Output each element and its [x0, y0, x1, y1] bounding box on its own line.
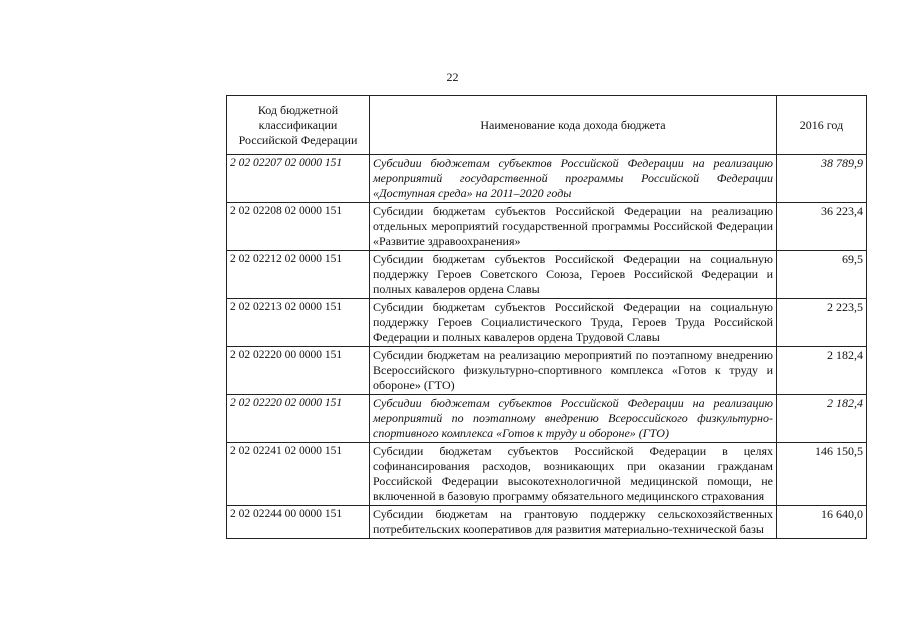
row-name-cell: Субсидии бюджетам субъектов Российской Федерации на социальную поддержку Героев Советского Союза, Героев Российской Федерации и полных кавалеров ордена Славы	[370, 251, 777, 299]
row-amount-cell: 2 223,5	[777, 299, 867, 347]
table-body	[227, 155, 867, 539]
row-code-cell: 2 02 02213 02 0000 151	[227, 299, 370, 347]
row-amount-cell: 2 182,4	[777, 347, 867, 395]
row-name-cell: Субсидии бюджетам на грантовую поддержку сельскохозяйственных потребительских кооперативов для развития материально-технической базы	[370, 506, 777, 539]
table-row	[227, 443, 867, 506]
row-code-cell: 2 02 02207 02 0000 151	[227, 155, 370, 203]
row-code-cell: 2 02 02212 02 0000 151	[227, 251, 370, 299]
row-code-cell: 2 02 02208 02 0000 151	[227, 203, 370, 251]
table-header-row	[227, 96, 867, 155]
row-amount-cell: 36 223,4	[777, 203, 867, 251]
row-name-cell: Субсидии бюджетам субъектов Российской Федерации на социальную поддержку Героев Социалистического Труда, Героев Труда Российской Федерации и полных кавалеров ордена Трудовой Славы	[370, 299, 777, 347]
table-row	[227, 506, 867, 539]
page-number: 22	[446, 70, 459, 84]
header-year: 2016 год	[777, 96, 867, 155]
row-amount-cell: 69,5	[777, 251, 867, 299]
row-amount-cell: 38 789,9	[777, 155, 867, 203]
header-code: Код бюджетной классификации Российской Федерации	[227, 96, 370, 155]
table-row	[227, 251, 867, 299]
row-code-cell: 2 02 02241 02 0000 151	[227, 443, 370, 506]
row-amount-cell: 2 182,4	[777, 395, 867, 443]
table-row	[227, 203, 867, 251]
row-name-cell: Субсидии бюджетам субъектов Российской Федерации на реализацию мероприятий по поэтапному внедрению Всероссийского физкультурно-спортивного комплекса «Готов к труду и обороне» (ГТО)	[370, 395, 777, 443]
row-name-cell: Субсидии бюджетам на реализацию мероприятий по поэтапному внедрению Всероссийского физкультурно-спортивного комплекса «Готов к труду и обороне» (ГТО)	[370, 347, 777, 395]
row-code-cell: 2 02 02220 00 0000 151	[227, 347, 370, 395]
row-amount-cell: 146 150,5	[777, 443, 867, 506]
row-code-cell: 2 02 02244 00 0000 151	[227, 506, 370, 539]
row-code-cell: 2 02 02220 02 0000 151	[227, 395, 370, 443]
row-name-cell: Субсидии бюджетам субъектов Российской Федерации на реализацию отдельных мероприятий государственной программы Российской Федерации «Развитие здравоохранения»	[370, 203, 777, 251]
table-row	[227, 155, 867, 203]
row-amount-cell: 16 640,0	[777, 506, 867, 539]
budget-income-table	[226, 95, 867, 539]
row-name-cell: Субсидии бюджетам субъектов Российской Федерации в целях софинансирования расходов, возникающих при оказании гражданам Российской Федерации высокотехнологичной медицинской помощи, не включенной в базовую программу обязательного медицинского страхования	[370, 443, 777, 506]
row-name-cell: Субсидии бюджетам субъектов Российской Федерации на реализацию мероприятий государственной программы Российской Федерации «Доступная среда» на 2011–2020 годы	[370, 155, 777, 203]
table-row	[227, 395, 867, 443]
table-row	[227, 347, 867, 395]
header-name: Наименование кода дохода бюджета	[370, 96, 777, 155]
table-row	[227, 299, 867, 347]
